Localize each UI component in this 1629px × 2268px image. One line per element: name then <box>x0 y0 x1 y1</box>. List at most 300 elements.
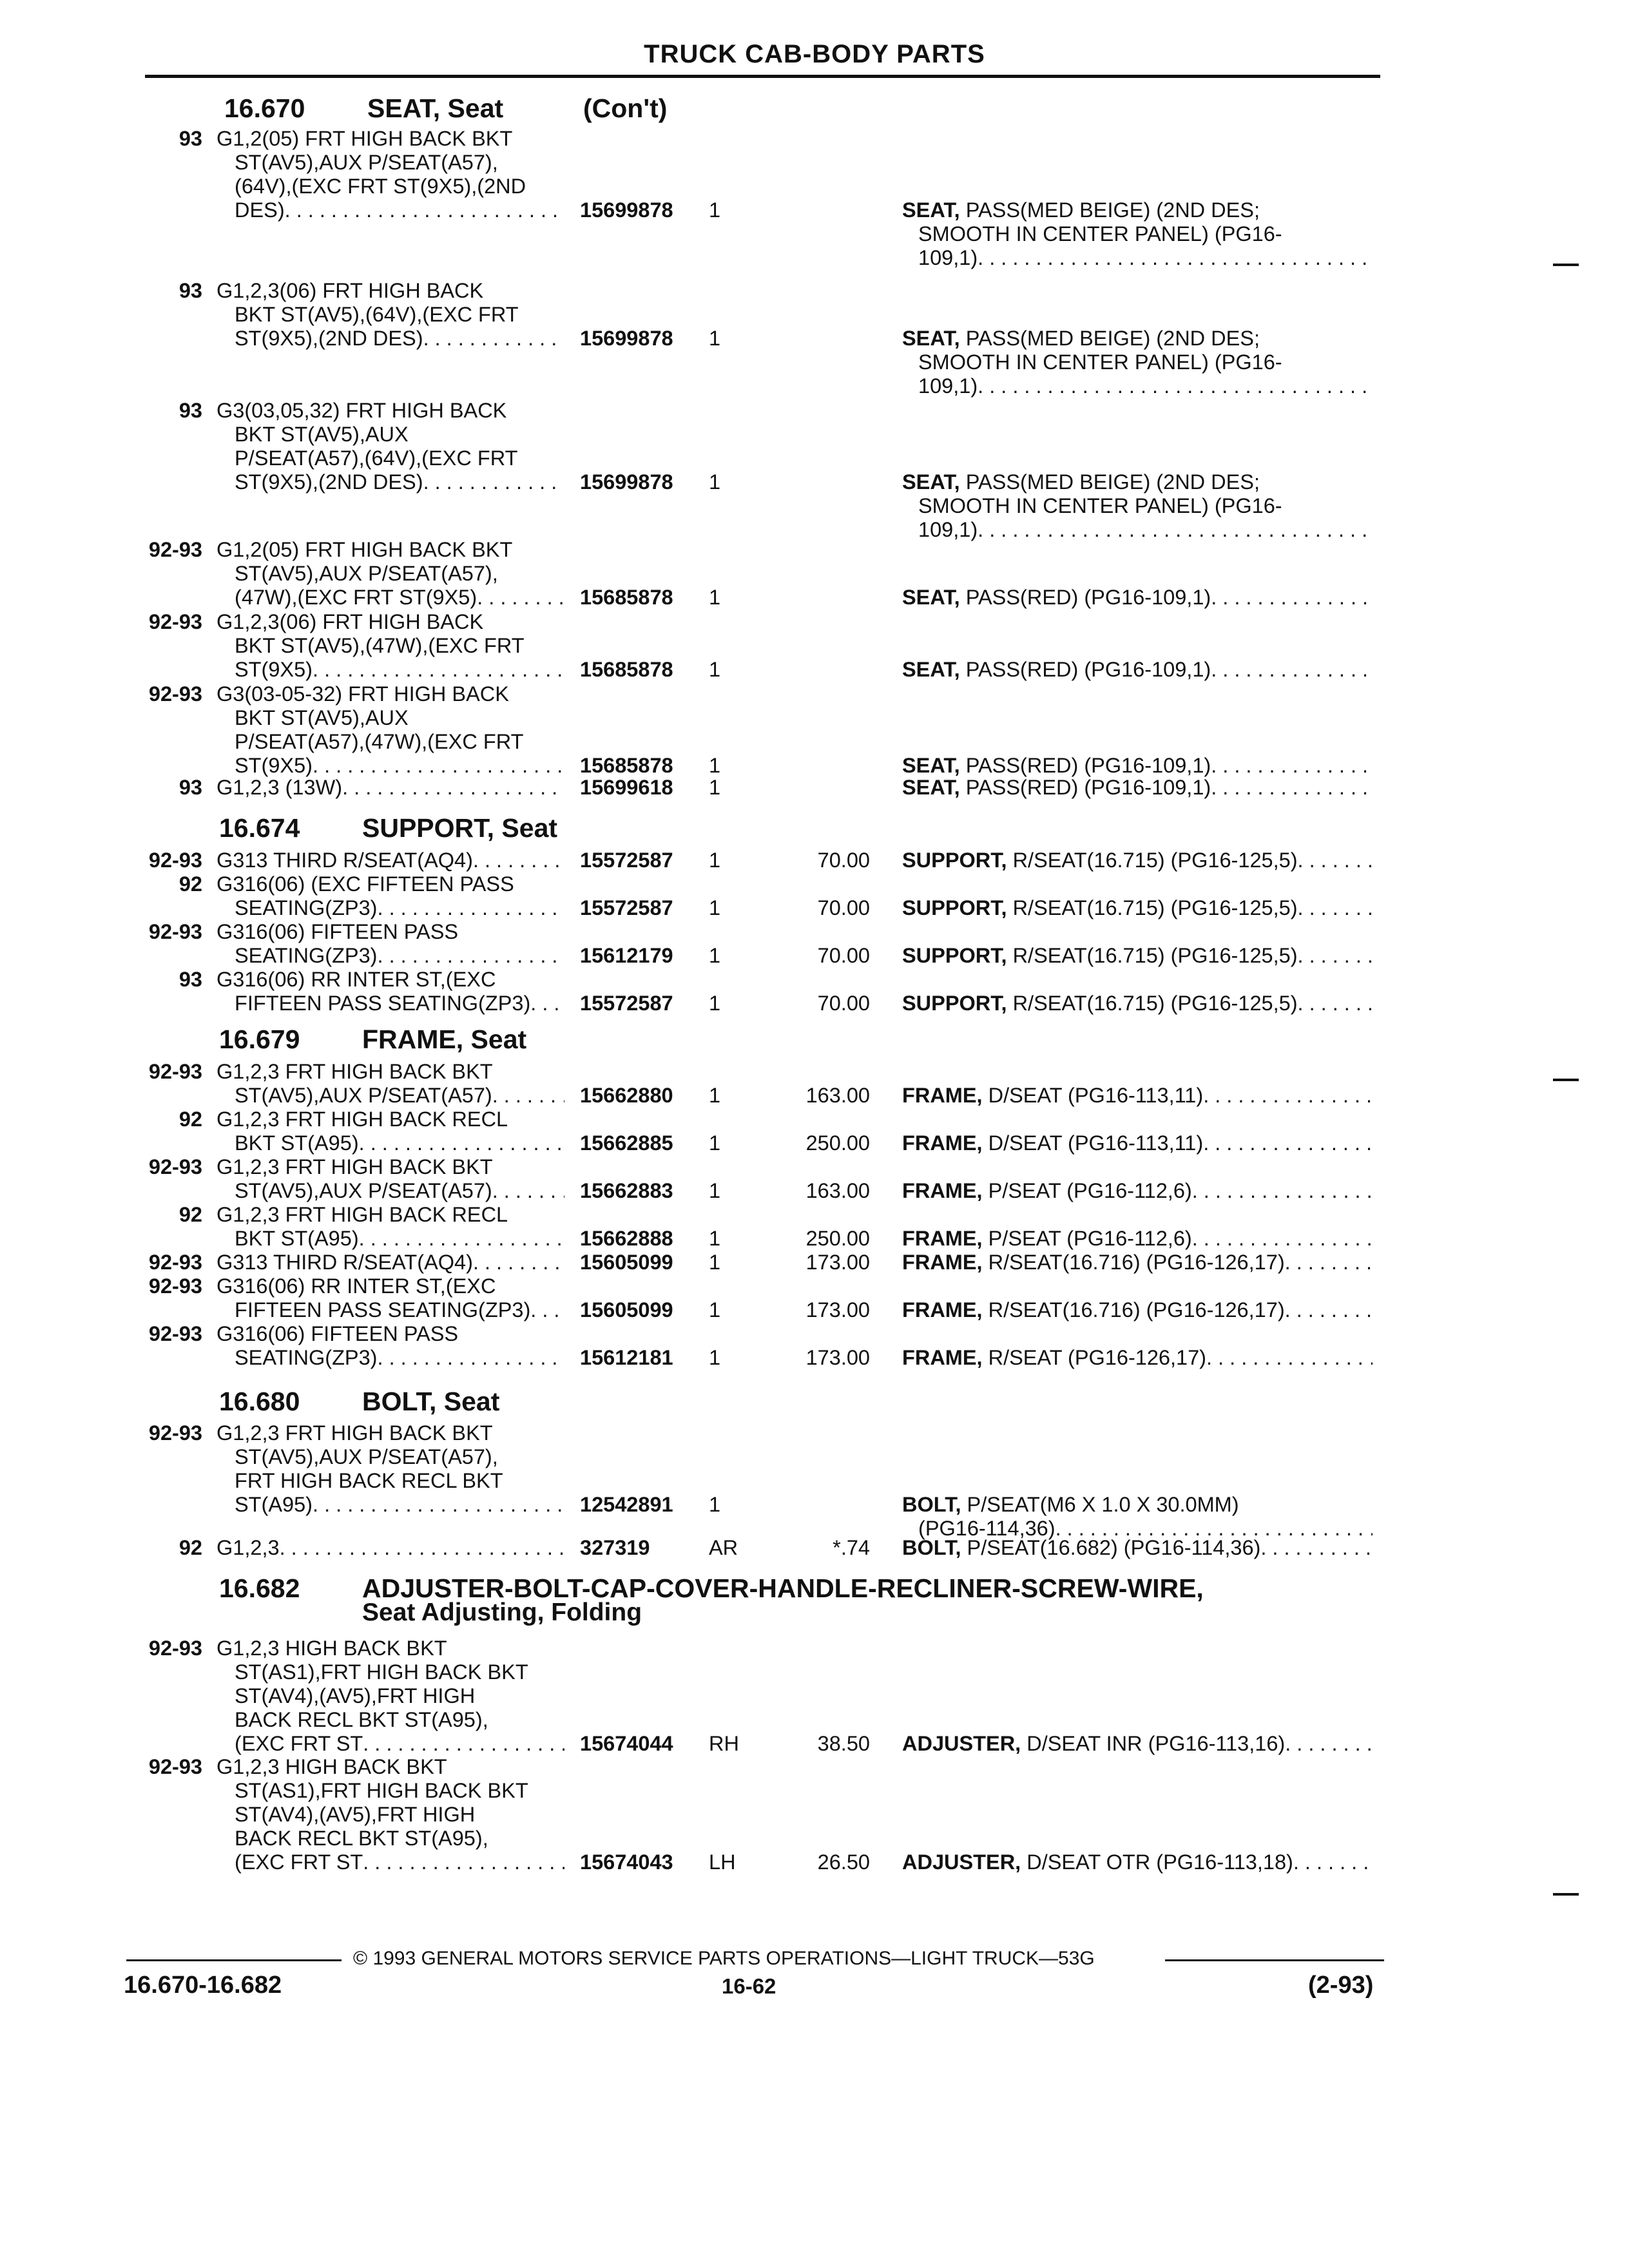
description-keyword: SEAT, <box>902 658 960 681</box>
dot-leader <box>1298 849 1373 872</box>
description-keyword: ADJUSTER, <box>902 1850 1021 1874</box>
description-keyword: FRAME, <box>902 1346 983 1369</box>
description-rest: R/SEAT(16.716) (PG16-126,17) <box>982 1298 1285 1321</box>
description-keyword: SUPPORT, <box>902 944 1007 967</box>
dot-leader <box>1298 944 1373 968</box>
quantity: 1 <box>709 586 721 609</box>
quantity: 1 <box>709 896 721 919</box>
description-rest: R/SEAT(16.716) (PG16-126,17) <box>982 1251 1285 1274</box>
description-line <box>902 754 1373 778</box>
description-text: SMOOTH IN CENTER PANEL) (PG16- <box>918 494 1282 517</box>
application-text: BKT ST(AV5),AUX <box>235 423 409 446</box>
description-rest: R/SEAT(16.715) (PG16-125,5) <box>1007 992 1298 1015</box>
application-line <box>235 1493 564 1517</box>
section-name: SEAT, Seat <box>367 93 504 123</box>
application-text: BACK RECL BKT ST(A95), <box>235 1708 488 1731</box>
quantity: 1 <box>709 1346 721 1369</box>
application-line <box>217 538 564 562</box>
application-line <box>235 327 564 351</box>
application-line <box>235 1469 564 1493</box>
application-text: FRT HIGH BACK RECL BKT <box>235 1469 503 1492</box>
application-text: G313 THIRD R/SEAT(AQ4) <box>217 849 473 872</box>
application-text: G1,2,3 FRT HIGH BACK BKT <box>217 1060 493 1083</box>
part-number: 15685878 <box>580 658 673 681</box>
model-year: 92 <box>178 1203 202 1226</box>
quantity: 1 <box>709 1251 721 1274</box>
section-number: 16.682 <box>219 1573 300 1603</box>
application-text: P/SEAT(A57),(64V),(EXC FRT <box>235 447 518 470</box>
application-text: G313 THIRD R/SEAT(AQ4) <box>217 1251 473 1274</box>
application-line <box>235 1803 564 1827</box>
application-line <box>217 1203 564 1227</box>
model-year: 92 <box>178 872 202 896</box>
section-name-line2: Seat Adjusting, Folding <box>362 1599 642 1626</box>
application-text: (64V),(EXC FRT ST(9X5),(2ND <box>235 175 526 198</box>
quantity: AR <box>709 1536 738 1559</box>
application-text: G1,2,3 HIGH BACK BKT <box>217 1755 447 1778</box>
description-keyword: ADJUSTER, <box>902 1732 1021 1755</box>
application-line <box>235 198 564 222</box>
application-line <box>235 1732 564 1756</box>
part-number: 15612179 <box>580 944 673 967</box>
dot-leader <box>313 1493 564 1517</box>
model-year: 92-93 <box>148 1274 202 1298</box>
application-line <box>235 562 564 586</box>
quantity: 1 <box>709 849 721 872</box>
model-year: 93 <box>178 127 202 150</box>
description-rest: D/SEAT OTR (PG16-113,18) <box>1021 1850 1293 1874</box>
application-text: G316(06) (EXC FIFTEEN PASS <box>217 872 514 896</box>
description-line <box>902 470 1373 494</box>
dot-leader <box>1203 1084 1373 1108</box>
margin-mark <box>1553 1893 1579 1896</box>
dot-leader <box>1298 896 1373 920</box>
price: 70.00 <box>817 896 870 919</box>
part-number: 15662885 <box>580 1131 673 1155</box>
dot-leader <box>530 1298 564 1322</box>
part-number: 15699878 <box>580 198 673 222</box>
section-number: 16.674 <box>219 813 300 843</box>
quantity: 1 <box>709 1493 721 1516</box>
application-line <box>235 1445 564 1469</box>
application-text: BKT ST(AV5),(47W),(EXC FRT <box>235 634 525 657</box>
description-keyword: SEAT, <box>902 776 960 799</box>
application-text: ST(AS1),FRT HIGH BACK BKT <box>235 1660 528 1684</box>
application-text: ST(AV5),AUX P/SEAT(A57), <box>235 562 498 585</box>
quantity: 1 <box>709 992 721 1015</box>
application-text: G1,2(05) FRT HIGH BACK BKT <box>217 538 513 561</box>
quantity: 1 <box>709 754 721 777</box>
description-keyword: FRAME, <box>902 1298 983 1321</box>
application-text: G1,2,3 <box>217 1536 280 1559</box>
application-text: ST(A95) <box>235 1493 313 1516</box>
application-line <box>235 151 564 175</box>
model-year: 92-93 <box>148 920 202 943</box>
footer-rule-left <box>126 1959 342 1961</box>
description-rest: PASS(RED) (PG16-109,1) <box>959 586 1211 609</box>
application-text: SEATING(ZP3) <box>235 896 378 919</box>
description-line <box>902 1850 1373 1874</box>
application-text: P/SEAT(A57),(47W),(EXC FRT <box>235 730 524 753</box>
application-text: ST(AV5),AUX P/SEAT(A57) <box>235 1179 492 1202</box>
description-line <box>902 1298 1373 1322</box>
application-text: SEATING(ZP3) <box>235 944 378 967</box>
description-line <box>918 518 1373 542</box>
model-year: 92-93 <box>148 1637 202 1660</box>
application-text: G1,2,3 FRT HIGH BACK BKT <box>217 1421 493 1445</box>
description-line <box>902 776 1373 800</box>
application-line <box>235 992 564 1015</box>
dot-leader <box>473 849 564 872</box>
application-text: ST(9X5),(2ND DES) <box>235 470 423 494</box>
footer-page-number: 16-62 <box>722 1974 776 1998</box>
header-rule <box>145 75 1380 78</box>
description-line <box>918 374 1373 398</box>
quantity: 1 <box>709 1131 721 1155</box>
description-line <box>902 658 1373 682</box>
description-line <box>902 1536 1373 1560</box>
application-text: G3(03,05,32) FRT HIGH BACK <box>217 399 507 422</box>
part-number: 15662888 <box>580 1227 673 1250</box>
dot-leader <box>477 586 564 610</box>
description-rest: PASS(RED) (PG16-109,1) <box>959 754 1211 777</box>
model-year: 92-93 <box>148 1060 202 1083</box>
dot-leader <box>363 1732 564 1756</box>
application-text: G1,2,3 HIGH BACK BKT <box>217 1637 447 1660</box>
price: 70.00 <box>817 944 870 967</box>
description-text: (PG16-114,36) <box>918 1517 1055 1540</box>
part-number: 15662883 <box>580 1179 673 1202</box>
part-number: 15699618 <box>580 776 673 799</box>
description-rest: R/SEAT(16.715) (PG16-125,5) <box>1007 849 1298 872</box>
application-line <box>235 706 564 730</box>
dot-leader <box>378 944 564 968</box>
description-text: SMOOTH IN CENTER PANEL) (PG16- <box>918 222 1282 245</box>
application-line <box>235 754 564 778</box>
dot-leader <box>978 374 1373 398</box>
application-line <box>217 1322 564 1346</box>
section-name: ADJUSTER-BOLT-CAP-COVER-HANDLE-RECLINER-SCREW-WIRE, <box>362 1573 1204 1603</box>
application-text: DES) <box>235 198 285 222</box>
application-line <box>217 968 564 992</box>
application-line <box>217 1251 564 1274</box>
part-number: 15572587 <box>580 992 673 1015</box>
application-line <box>235 730 564 754</box>
description-line <box>918 494 1373 518</box>
price: 173.00 <box>805 1346 870 1369</box>
description-keyword: SUPPORT, <box>902 992 1007 1015</box>
application-text: G316(06) RR INTER ST,(EXC <box>217 968 496 991</box>
application-line <box>235 1779 564 1803</box>
quantity: 1 <box>709 944 721 967</box>
application-line <box>235 658 564 682</box>
description-line <box>902 1346 1373 1370</box>
application-text: G1,2,3 (13W) <box>217 776 343 799</box>
application-line <box>217 1755 564 1779</box>
section-heading <box>219 1024 526 1055</box>
application-line <box>235 944 564 968</box>
description-rest: PASS(MED BEIGE) (2ND DES; <box>959 470 1260 494</box>
application-line <box>235 1179 564 1203</box>
application-line <box>217 849 564 872</box>
application-line <box>235 1660 564 1684</box>
dot-leader <box>313 658 564 682</box>
dot-leader <box>423 470 564 494</box>
description-keyword: FRAME, <box>902 1251 983 1274</box>
quantity: 1 <box>709 776 721 799</box>
description-rest: PASS(RED) (PG16-109,1) <box>959 776 1211 799</box>
part-number: 12542891 <box>580 1493 673 1516</box>
application-line <box>217 1421 564 1445</box>
application-text: G3(03-05-32) FRT HIGH BACK <box>217 682 509 706</box>
description-rest: D/SEAT (PG16-113,11) <box>982 1131 1204 1155</box>
application-line <box>217 682 564 706</box>
application-text: FIFTEEN PASS SEATING(ZP3) <box>235 1298 531 1321</box>
application-line <box>217 1155 564 1179</box>
application-line <box>217 776 564 800</box>
application-text: ST(AV4),(AV5),FRT HIGH <box>235 1684 476 1707</box>
description-rest: P/SEAT(M6 X 1.0 X 30.0MM) <box>961 1493 1239 1516</box>
section-heading <box>219 1387 499 1417</box>
price: 250.00 <box>805 1131 870 1155</box>
model-year: 92-93 <box>148 1322 202 1345</box>
model-year: 92-93 <box>148 1155 202 1178</box>
quantity: 1 <box>709 470 721 494</box>
application-text: BKT ST(A95) <box>235 1131 359 1155</box>
price: 38.50 <box>817 1732 870 1755</box>
quantity: RH <box>709 1732 739 1755</box>
description-rest: R/SEAT(16.715) (PG16-125,5) <box>1007 896 1298 919</box>
footer-date: (2-93) <box>1308 1972 1374 1999</box>
description-line <box>902 1493 1373 1517</box>
application-text: ST(AV5),AUX P/SEAT(A57) <box>235 1084 492 1107</box>
application-line <box>217 872 564 896</box>
model-year: 93 <box>178 968 202 991</box>
application-line <box>217 1274 564 1298</box>
application-text: SEATING(ZP3) <box>235 1346 378 1369</box>
description-keyword: SEAT, <box>902 754 960 777</box>
application-text: ST(AV4),(AV5),FRT HIGH <box>235 1803 476 1826</box>
application-line <box>235 303 564 327</box>
description-line <box>902 849 1373 872</box>
application-text: BACK RECL BKT ST(A95), <box>235 1827 488 1850</box>
application-text: G1,2,3(06) FRT HIGH BACK <box>217 610 484 633</box>
description-text: SMOOTH IN CENTER PANEL) (PG16- <box>918 351 1282 374</box>
description-line <box>918 351 1373 374</box>
model-year: 92-93 <box>148 1755 202 1778</box>
page-title: TRUCK CAB-BODY PARTS <box>644 40 985 68</box>
description-keyword: BOLT, <box>902 1493 961 1516</box>
description-keyword: FRAME, <box>902 1227 983 1250</box>
application-text: BKT ST(A95) <box>235 1227 359 1250</box>
application-line <box>235 586 564 610</box>
application-line <box>235 447 564 470</box>
price: 250.00 <box>805 1227 870 1250</box>
part-number: 15605099 <box>580 1251 673 1274</box>
description-line <box>918 246 1373 270</box>
part-number: 15674043 <box>580 1850 673 1874</box>
application-text: ST(AV5),AUX P/SEAT(A57), <box>235 151 498 174</box>
part-number: 15699878 <box>580 470 673 494</box>
margin-mark <box>1553 1079 1579 1081</box>
description-keyword: SUPPORT, <box>902 896 1007 919</box>
dot-leader <box>359 1227 564 1251</box>
application-line <box>235 175 564 198</box>
dot-leader <box>1211 776 1373 800</box>
price: 173.00 <box>805 1298 870 1321</box>
description-rest: P/SEAT(16.682) (PG16-114,36) <box>961 1536 1261 1559</box>
application-line <box>217 1536 564 1560</box>
dot-leader <box>285 198 564 222</box>
application-line <box>235 470 564 494</box>
dot-leader <box>473 1251 564 1274</box>
model-year: 92-93 <box>148 610 202 633</box>
application-line <box>235 1850 564 1874</box>
model-year: 93 <box>178 279 202 302</box>
section-number: 16.680 <box>219 1387 300 1416</box>
dot-leader <box>1293 1850 1373 1874</box>
application-line <box>235 1827 564 1850</box>
application-line <box>217 610 564 634</box>
quantity: 1 <box>709 1298 721 1321</box>
description-rest: P/SEAT (PG16-112,6) <box>982 1227 1192 1250</box>
margin-mark <box>1553 264 1579 266</box>
application-text: (EXC FRT ST <box>235 1732 363 1755</box>
part-number: 15572587 <box>580 849 673 872</box>
description-line <box>902 1227 1373 1251</box>
application-line <box>235 1708 564 1732</box>
application-text: FIFTEEN PASS SEATING(ZP3) <box>235 992 531 1015</box>
dot-leader <box>978 246 1373 270</box>
application-line <box>235 1346 564 1370</box>
description-line <box>902 198 1373 222</box>
description-text: 109,1) <box>918 374 978 398</box>
part-number: 15685878 <box>580 586 673 609</box>
footer-copyright: © 1993 GENERAL MOTORS SERVICE PARTS OPERATIONS—LIGHT TRUCK—53G <box>353 1948 1095 1969</box>
price: 70.00 <box>817 992 870 1015</box>
application-text: (EXC FRT ST <box>235 1850 363 1874</box>
application-text: BKT ST(AV5),AUX <box>235 706 409 729</box>
model-year: 92-93 <box>148 849 202 872</box>
dot-leader <box>342 776 564 800</box>
description-line <box>918 222 1373 246</box>
description-rest: R/SEAT(16.715) (PG16-125,5) <box>1007 944 1298 967</box>
part-number: 15605099 <box>580 1298 673 1321</box>
section-heading <box>224 93 668 124</box>
part-number: 15685878 <box>580 754 673 777</box>
price: 163.00 <box>805 1179 870 1202</box>
application-line <box>217 1060 564 1084</box>
dot-leader <box>378 896 564 920</box>
dot-leader <box>530 992 564 1015</box>
dot-leader <box>1192 1227 1373 1251</box>
dot-leader <box>978 518 1373 542</box>
part-number: 15674044 <box>580 1732 673 1755</box>
dot-leader <box>492 1084 564 1108</box>
dot-leader <box>1260 1536 1373 1560</box>
dot-leader <box>1192 1179 1373 1203</box>
application-line <box>217 399 564 423</box>
description-line <box>902 1084 1373 1108</box>
description-line <box>902 1732 1373 1756</box>
description-keyword: SEAT, <box>902 327 960 350</box>
model-year: 92-93 <box>148 1251 202 1274</box>
section-name: SUPPORT, Seat <box>362 813 558 843</box>
application-line <box>235 1131 564 1155</box>
application-text: G1,2(05) FRT HIGH BACK BKT <box>217 127 513 150</box>
price: 70.00 <box>817 849 870 872</box>
dot-leader <box>359 1131 564 1155</box>
model-year: 93 <box>178 776 202 799</box>
price: 163.00 <box>805 1084 870 1107</box>
description-rest: PASS(RED) (PG16-109,1) <box>959 658 1211 681</box>
dot-leader <box>423 327 564 351</box>
application-line <box>217 279 564 303</box>
application-line <box>235 1298 564 1322</box>
dot-leader <box>1211 658 1373 682</box>
dot-leader <box>492 1179 564 1203</box>
section-suffix: (Con't) <box>583 93 668 123</box>
description-keyword: SUPPORT, <box>902 849 1007 872</box>
part-number: 15612181 <box>580 1346 673 1369</box>
price: 26.50 <box>817 1850 870 1874</box>
dot-leader <box>1285 1298 1373 1322</box>
application-text: G1,2,3 FRT HIGH BACK RECL <box>217 1203 508 1226</box>
application-text: BKT ST(AV5),(64V),(EXC FRT <box>235 303 519 326</box>
description-keyword: FRAME, <box>902 1084 983 1107</box>
description-text: 109,1) <box>918 518 978 541</box>
dot-leader <box>363 1850 564 1874</box>
quantity: 1 <box>709 1227 721 1250</box>
description-line <box>902 1251 1373 1274</box>
description-line <box>902 586 1373 610</box>
application-text: (47W),(EXC FRT ST(9X5) <box>235 586 477 609</box>
description-rest: D/SEAT (PG16-113,11) <box>982 1084 1204 1107</box>
section-name: FRAME, Seat <box>362 1024 527 1054</box>
section-number: 16.679 <box>219 1024 300 1054</box>
model-year: 92 <box>178 1108 202 1131</box>
description-rest: D/SEAT INR (PG16-113,16) <box>1021 1732 1286 1755</box>
model-year: 92 <box>178 1536 202 1559</box>
application-line <box>217 1108 564 1131</box>
application-text: G316(06) RR INTER ST,(EXC <box>217 1274 496 1298</box>
model-year: 92-93 <box>148 1421 202 1445</box>
application-text: ST(9X5) <box>235 658 313 681</box>
dot-leader <box>378 1346 564 1370</box>
description-keyword: FRAME, <box>902 1179 983 1202</box>
application-text: G1,2,3 FRT HIGH BACK BKT <box>217 1155 493 1178</box>
footer-section-range: 16.670-16.682 <box>124 1972 282 1999</box>
price: *.74 <box>833 1536 870 1559</box>
description-rest: PASS(MED BEIGE) (2ND DES; <box>959 198 1260 222</box>
application-line <box>235 1227 564 1251</box>
dot-leader <box>280 1536 564 1560</box>
dot-leader <box>1285 1251 1373 1274</box>
part-number: 327319 <box>580 1536 650 1559</box>
dot-leader <box>1203 1131 1373 1155</box>
quantity: 1 <box>709 1179 721 1202</box>
description-text: 109,1) <box>918 246 978 269</box>
application-line <box>235 634 564 658</box>
application-text: ST(9X5) <box>235 754 313 777</box>
description-rest: PASS(MED BEIGE) (2ND DES; <box>959 327 1260 350</box>
quantity: 1 <box>709 198 721 222</box>
application-text: G1,2,3 FRT HIGH BACK RECL <box>217 1108 508 1131</box>
model-year: 92-93 <box>148 538 202 561</box>
dot-leader <box>1285 1732 1373 1756</box>
model-year: 93 <box>178 399 202 422</box>
description-keyword: SEAT, <box>902 586 960 609</box>
